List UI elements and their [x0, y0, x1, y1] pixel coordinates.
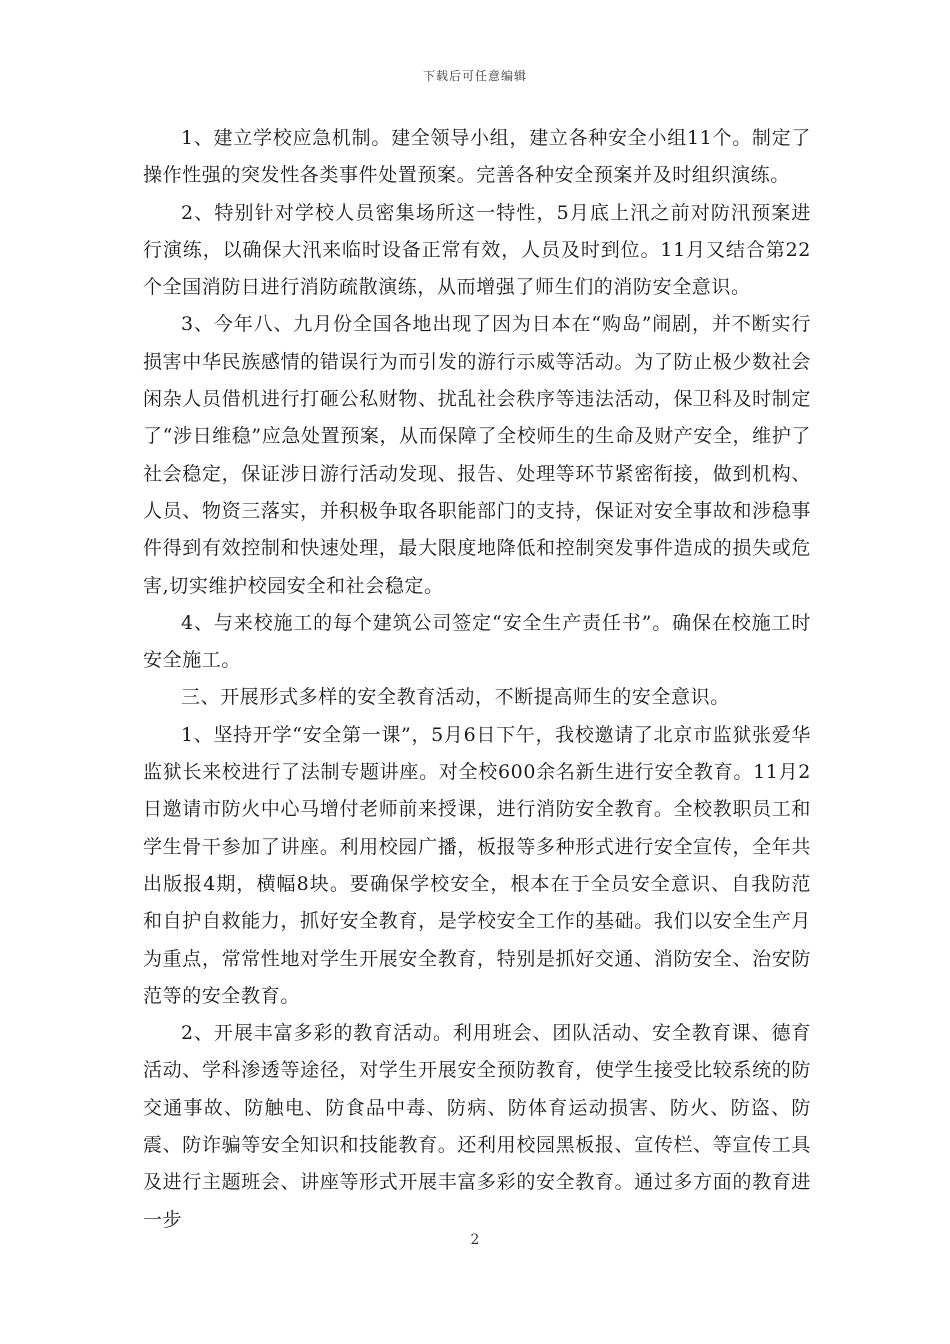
paragraph-flood-drill: 2、特别针对学校人员密集场所这一特性，5月底上汛之前对防汛预案进行演练，以确保大汛来临时设备正常有效，人员及时到位。11月又结合第22个全国消防日进行消防疏散演练，从而增强了师生们的消防安全意识。 — [143, 201, 811, 299]
section-heading-safety-education: 三、开展形式多样的安全教育活动，不断提高师生的安全意识。 — [181, 686, 730, 709]
paragraph-education-activities: 2、开展丰富多彩的教育活动。利用班会、团队活动、安全教育课、德育活动、学科渗透等途径，对学生开展安全预防教育，使学生接受比较系统的防交通事故、防触电、防食品中毒、防病、防体育运动损害、防火、防盗、防震、防诈骗等安全知识和技能教育。还利用校园黑板报、宣传栏、等宣传工具及进行主题班会、讲座等形式开展丰富多彩的安全教育。通过多方面的教育进一步 — [143, 1022, 811, 1231]
paragraph-stability-plan: 3、今年八、九月份全国各地出现了因为日本在“购岛”闹剧，并不断实行损害中华民族感情的错误行为而引发的游行示威等活动。为了防止极少数社会闲杂人员借机进行打砸公私财物、扰乱社会秩序等违法活动，保卫科及时制定了“涉日维稳”应急处置预案，从而保障了全校师生的生命及财产安全，维护了社会稳定，保证涉日游行活动发现、报告、处理等环节紧密衔接，做到机构、人员、物资三落实，并积极争取各职能部门的支持，保证对安全事故和涉稳事件得到有效控制和快速处理，最大限度地降低和控制突发事件造成的损失或危害,切实维护校园安全和社会稳定。 — [143, 313, 811, 597]
paragraph-first-lesson: 1、坚持开学“安全第一课”，5月6日下午，我校邀请了北京市监狱张爱华监狱长来校进行了法制专题讲座。对全校600余名新生进行安全教育。11月2日邀请市防火中心马增付老师前来授课，进行消防安全教育。全校教职员工和学生骨干参加了讲座。利用校园广播，板报等多种形式进行安全宣传，全年共出版报4期，横幅8块。要确保学校安全，根本在于全员安全意识、自我防范和自护自救能力，抓好安全教育，是学校安全工作的基础。我们以安全生产月为重点，常常性地对学生开展安全教育，特别是抓好交通、消防安全、治安防范等的安全教育。 — [143, 723, 811, 1007]
paragraph-emergency-mechanism: 1、建立学校应急机制。建全领导小组，建立各种安全小组11个。制定了操作性强的突发性各类事件处置预案。完善各种安全预案并及时组织演练。 — [143, 127, 811, 187]
paragraph-construction-safety: 4、与来校施工的每个建筑公司签定“安全生产责任书”。确保在校施工时安全施工。 — [143, 611, 811, 672]
page-number: 2 — [470, 1232, 480, 1248]
page-header: 下载后可任意编辑 — [422, 69, 527, 83]
document-body — [143, 120, 811, 1239]
